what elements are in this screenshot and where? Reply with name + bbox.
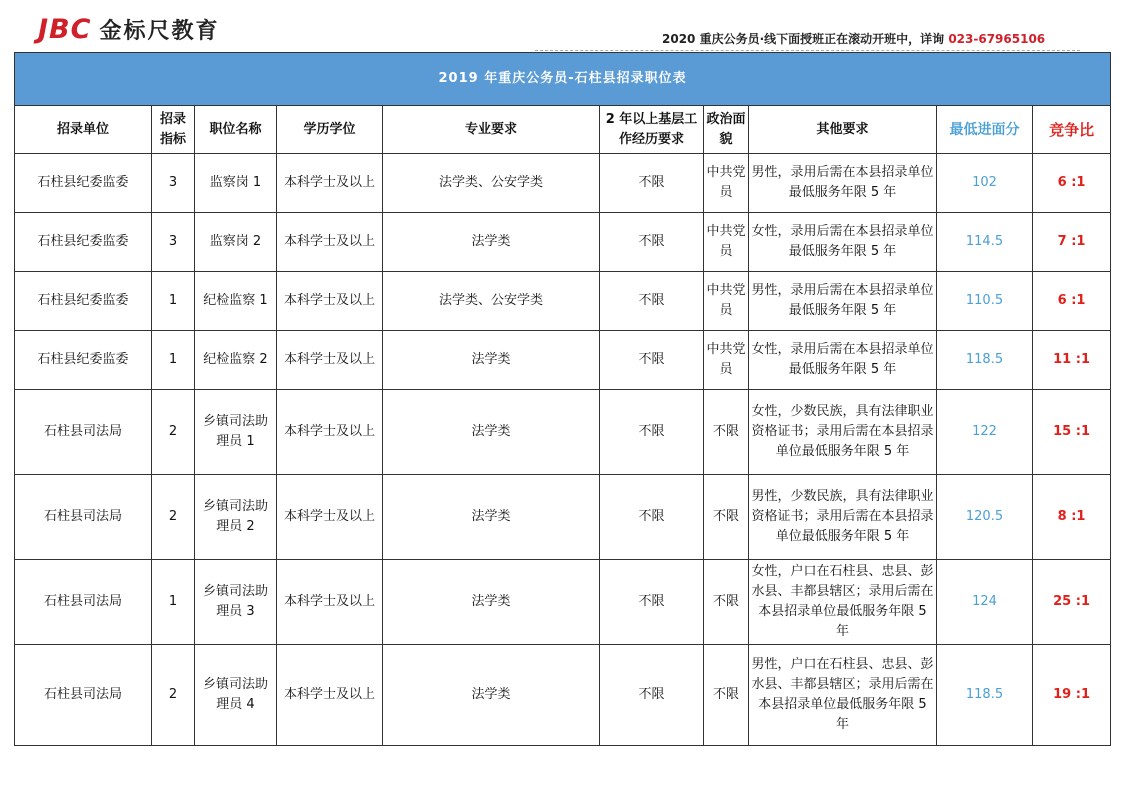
- cell-ratio: 8 :1: [1033, 475, 1111, 560]
- cell-education: 本科学士及以上: [277, 475, 383, 560]
- cell-politics: 不限: [704, 390, 749, 475]
- cell-quota: 2: [152, 475, 195, 560]
- col-header-quota: 招录指标: [152, 106, 195, 154]
- notice-phone: 023-67965106: [948, 32, 1046, 46]
- cell-education: 本科学士及以上: [277, 390, 383, 475]
- col-header-min-score: 最低进面分: [937, 106, 1033, 154]
- cell-quota: 3: [152, 154, 195, 213]
- brand-logo: [38, 14, 219, 45]
- table-row: [15, 390, 1111, 475]
- table-row: [15, 213, 1111, 272]
- cell-min-score: 124: [937, 560, 1033, 645]
- cell-unit: 石柱县纪委监委: [15, 331, 152, 390]
- cell-position: 纪检监察 1: [195, 272, 277, 331]
- cell-ratio: 15 :1: [1033, 390, 1111, 475]
- cell-unit: 石柱县司法局: [15, 390, 152, 475]
- cell-experience: 不限: [600, 645, 704, 746]
- col-header-ratio: 竞争比: [1033, 106, 1111, 154]
- col-header-unit: 招录单位: [15, 106, 152, 154]
- cell-experience: 不限: [600, 390, 704, 475]
- cell-min-score: 118.5: [937, 645, 1033, 746]
- cell-politics: 中共党员: [704, 331, 749, 390]
- brand-mark: JBC: [38, 14, 92, 45]
- cell-education: 本科学士及以上: [277, 645, 383, 746]
- cell-major: 法学类、公安学类: [383, 272, 600, 331]
- divider: [535, 50, 1080, 51]
- cell-ratio: 7 :1: [1033, 213, 1111, 272]
- cell-politics: 不限: [704, 560, 749, 645]
- cell-other: 男性，录用后需在本县招录单位最低服务年限 5 年: [749, 154, 937, 213]
- cell-major: 法学类: [383, 475, 600, 560]
- cell-education: 本科学士及以上: [277, 213, 383, 272]
- cell-position: 监察岗 2: [195, 213, 277, 272]
- cell-ratio: 25 :1: [1033, 560, 1111, 645]
- cell-unit: 石柱县纪委监委: [15, 154, 152, 213]
- cell-politics: 中共党员: [704, 272, 749, 331]
- cell-min-score: 114.5: [937, 213, 1033, 272]
- cell-education: 本科学士及以上: [277, 154, 383, 213]
- cell-major: 法学类: [383, 213, 600, 272]
- cell-education: 本科学士及以上: [277, 560, 383, 645]
- cell-quota: 1: [152, 272, 195, 331]
- cell-education: 本科学士及以上: [277, 331, 383, 390]
- cell-experience: 不限: [600, 560, 704, 645]
- notice-text: 2020 重庆公务员·线下面授班正在滚动开班中，详询: [662, 32, 949, 46]
- cell-unit: 石柱县司法局: [15, 560, 152, 645]
- cell-unit: 石柱县司法局: [15, 645, 152, 746]
- cell-position: 纪检监察 2: [195, 331, 277, 390]
- cell-other: 女性，录用后需在本县招录单位最低服务年限 5 年: [749, 213, 937, 272]
- cell-politics: 中共党员: [704, 154, 749, 213]
- cell-other: 男性，户口在石柱县、忠县、彭水县、丰都县辖区；录用后需在本县招录单位最低服务年限 5 年: [749, 645, 937, 746]
- table-row: [15, 154, 1111, 213]
- cell-min-score: 120.5: [937, 475, 1033, 560]
- cell-other: 女性，户口在石柱县、忠县、彭水县、丰都县辖区；录用后需在本县招录单位最低服务年限 5 年: [749, 560, 937, 645]
- cell-min-score: 110.5: [937, 272, 1033, 331]
- table-row: [15, 560, 1111, 645]
- cell-experience: 不限: [600, 331, 704, 390]
- cell-experience: 不限: [600, 272, 704, 331]
- cell-min-score: 102: [937, 154, 1033, 213]
- cell-politics: 不限: [704, 645, 749, 746]
- cell-ratio: 6 :1: [1033, 272, 1111, 331]
- cell-education: 本科学士及以上: [277, 272, 383, 331]
- cell-other: 女性，录用后需在本县招录单位最低服务年限 5 年: [749, 331, 937, 390]
- col-header-position: 职位名称: [195, 106, 277, 154]
- cell-min-score: 118.5: [937, 331, 1033, 390]
- cell-experience: 不限: [600, 475, 704, 560]
- cell-quota: 3: [152, 213, 195, 272]
- cell-position: 乡镇司法助理员 4: [195, 645, 277, 746]
- cell-other: 男性，少数民族，具有法律职业资格证书；录用后需在本县招录单位最低服务年限 5 年: [749, 475, 937, 560]
- cell-experience: 不限: [600, 154, 704, 213]
- cell-unit: 石柱县司法局: [15, 475, 152, 560]
- course-notice: [662, 30, 1045, 47]
- cell-major: 法学类: [383, 560, 600, 645]
- cell-other: 男性，录用后需在本县招录单位最低服务年限 5 年: [749, 272, 937, 331]
- col-header-politics: 政治面貌: [704, 106, 749, 154]
- cell-position: 乡镇司法助理员 2: [195, 475, 277, 560]
- cell-ratio: 19 :1: [1033, 645, 1111, 746]
- cell-major: 法学类: [383, 645, 600, 746]
- cell-quota: 2: [152, 645, 195, 746]
- cell-unit: 石柱县纪委监委: [15, 272, 152, 331]
- table-row: [15, 272, 1111, 331]
- cell-politics: 不限: [704, 475, 749, 560]
- col-header-education: 学历学位: [277, 106, 383, 154]
- brand-name: 金标尺教育: [99, 19, 220, 44]
- col-header-major: 专业要求: [383, 106, 600, 154]
- table-row: [15, 331, 1111, 390]
- cell-politics: 中共党员: [704, 213, 749, 272]
- table-title: 2019 年重庆公务员-石柱县招录职位表: [15, 53, 1111, 106]
- cell-major: 法学类: [383, 390, 600, 475]
- page-header: [0, 0, 1122, 52]
- cell-min-score: 122: [937, 390, 1033, 475]
- cell-ratio: 6 :1: [1033, 154, 1111, 213]
- cell-major: 法学类、公安学类: [383, 154, 600, 213]
- cell-unit: 石柱县纪委监委: [15, 213, 152, 272]
- cell-quota: 1: [152, 560, 195, 645]
- cell-quota: 1: [152, 331, 195, 390]
- col-header-experience: 2 年以上基层工作经历要求: [600, 106, 704, 154]
- cell-position: 乡镇司法助理员 1: [195, 390, 277, 475]
- table-row: [15, 645, 1111, 746]
- cell-other: 女性，少数民族，具有法律职业资格证书；录用后需在本县招录单位最低服务年限 5 年: [749, 390, 937, 475]
- cell-ratio: 11 :1: [1033, 331, 1111, 390]
- cell-position: 监察岗 1: [195, 154, 277, 213]
- cell-position: 乡镇司法助理员 3: [195, 560, 277, 645]
- col-header-other: 其他要求: [749, 106, 937, 154]
- position-table: [14, 52, 1111, 746]
- cell-experience: 不限: [600, 213, 704, 272]
- table-row: [15, 475, 1111, 560]
- cell-major: 法学类: [383, 331, 600, 390]
- header-row: [15, 106, 1111, 154]
- cell-quota: 2: [152, 390, 195, 475]
